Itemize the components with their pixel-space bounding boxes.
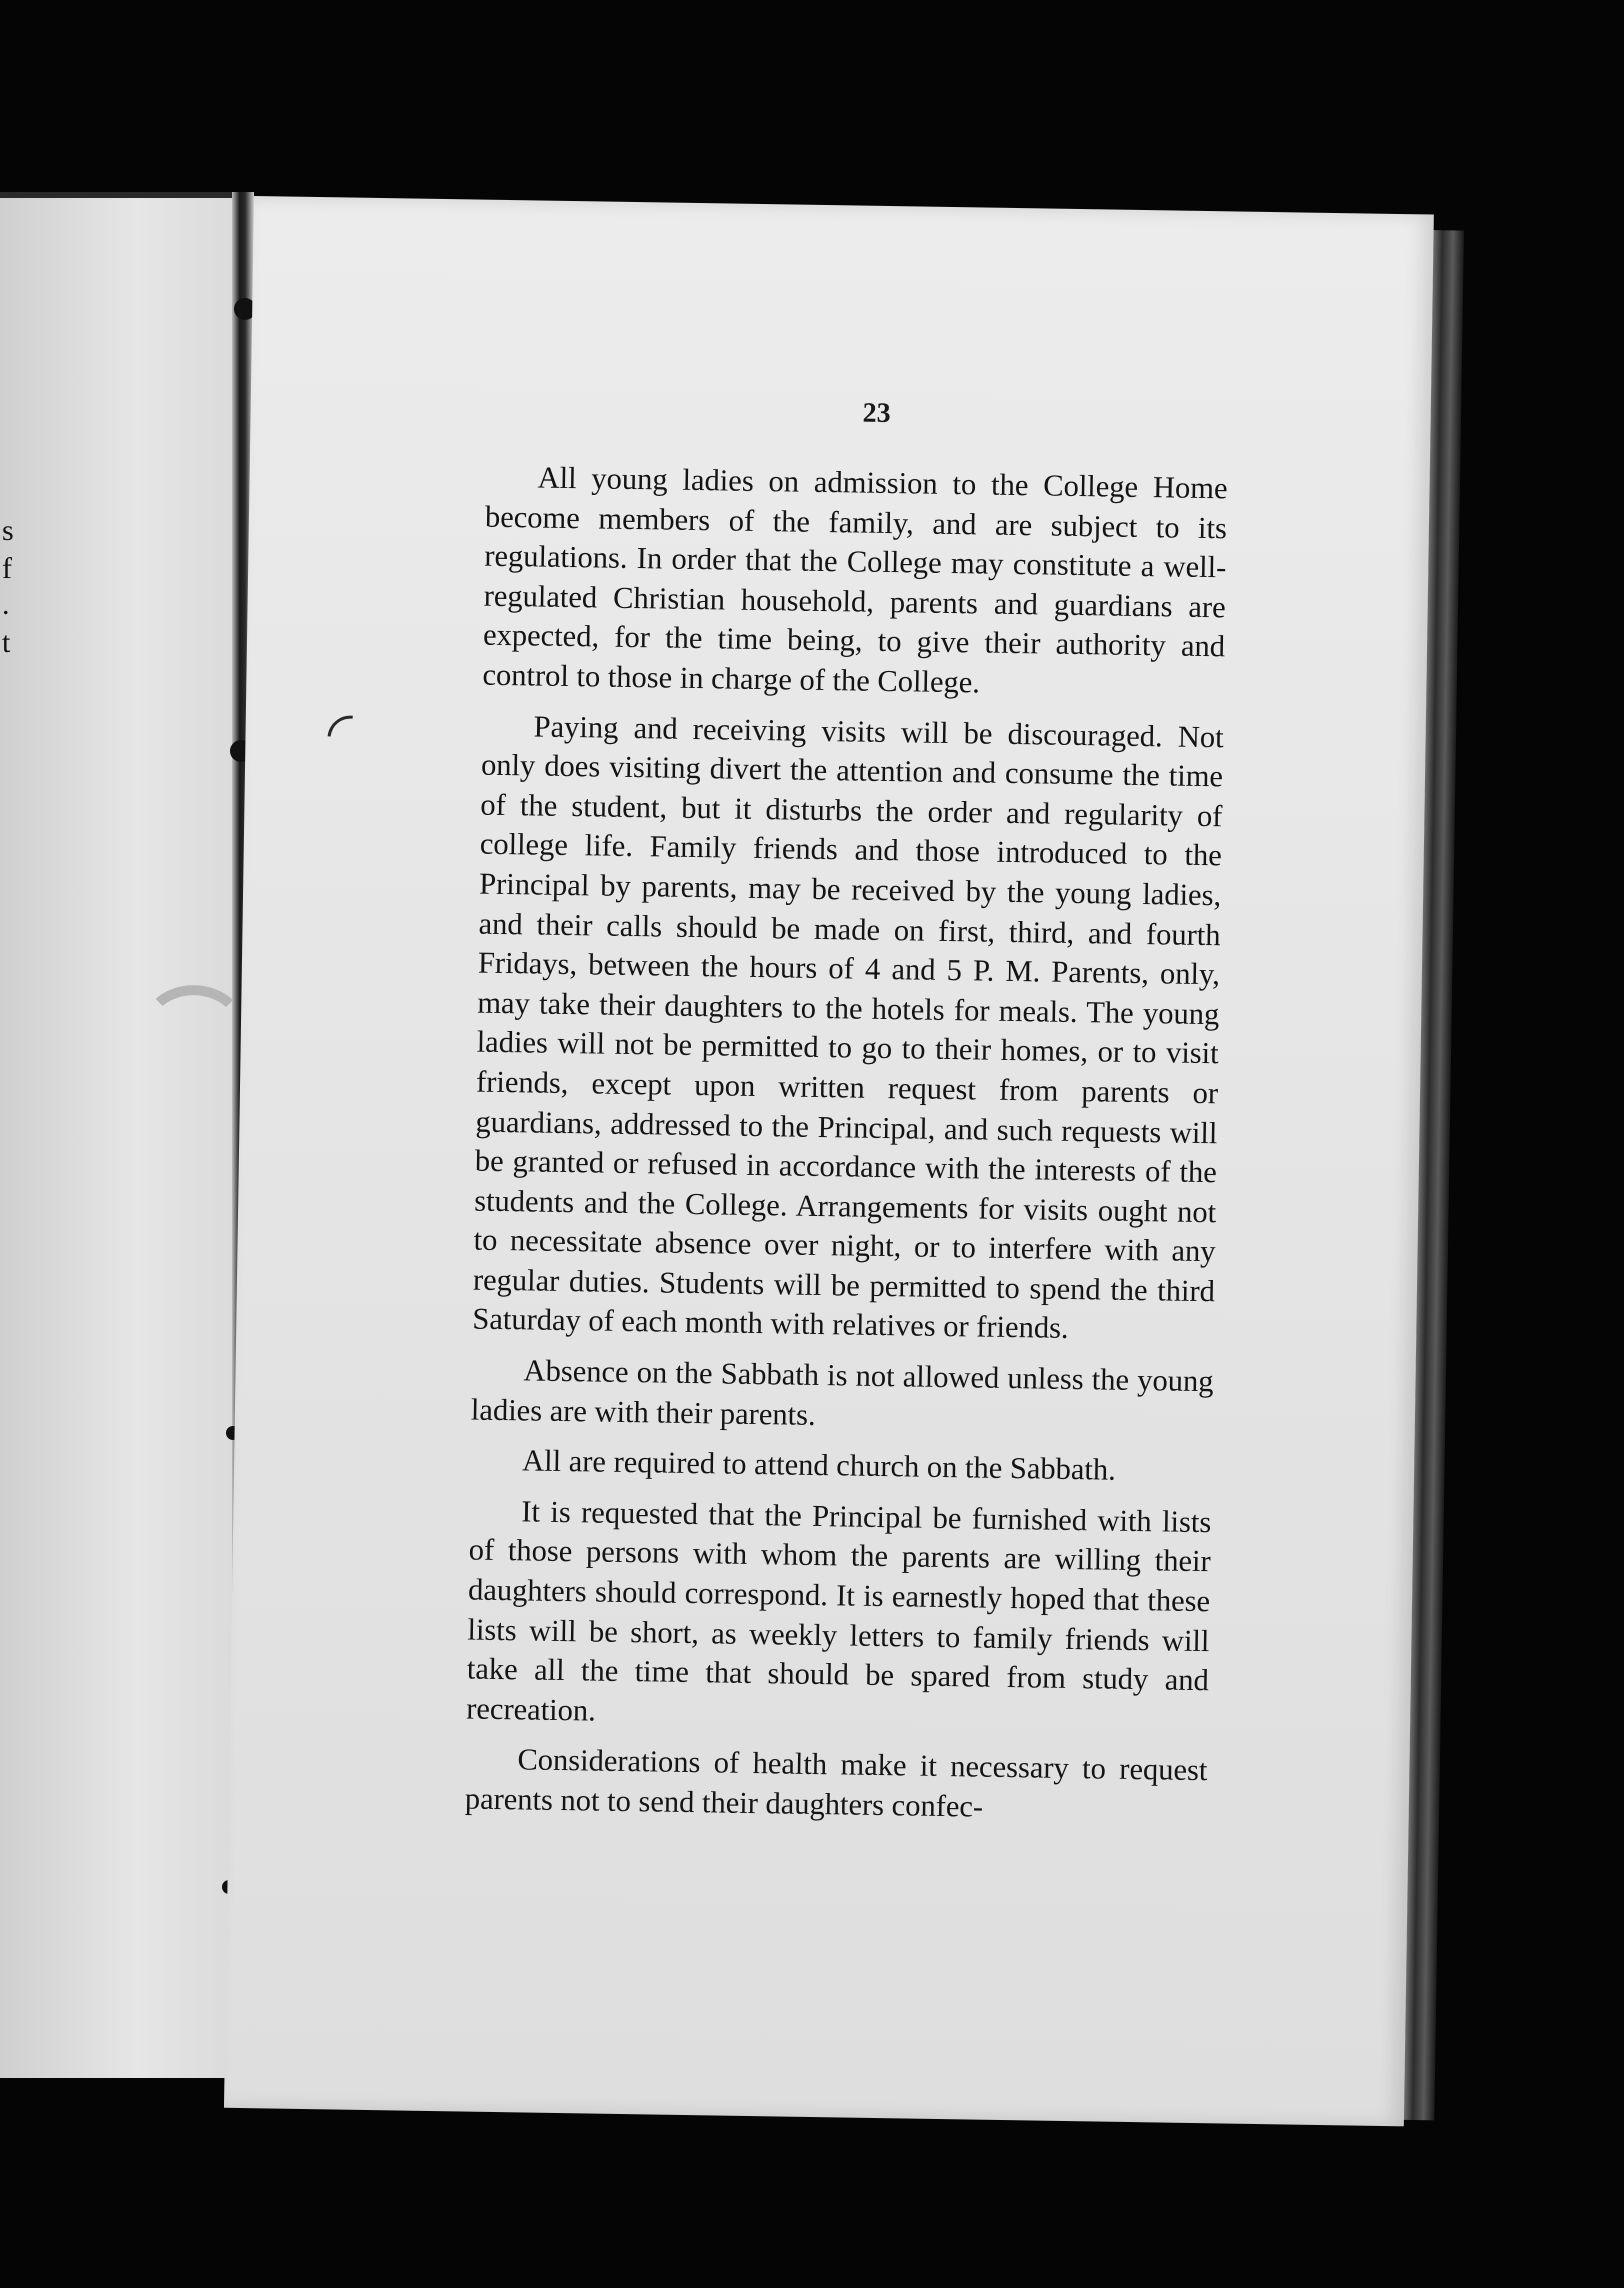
left-page [0,192,248,2078]
left-page-edge-glyph: f [2,552,12,585]
body-text [464,458,1227,1842]
left-page-edge-glyph: s [2,514,14,547]
page-number: 23 [862,397,891,430]
left-page-edge-glyph: . [2,588,10,621]
paragraph-college-home: All young ladies on admission to the College Home become members of the family, and are subject to its regulations. In order that the College may constitute a well-regulated Christian household, parents and guardians are expected, for the time being, to give their authority and control to those in charge of the College. [482,460,1228,700]
paragraph-health: Considerations of health make it necessary to request parents not to send their daughters confec- [464,1742,1208,1824]
paragraph-church: All are required to attend church on the Sabbath. [521,1443,1117,1487]
paragraph-visits: Paying and receiving visits will be discouraged. Not only does visiting divert the attention and consume the time of the student, but it disturbs the order and regularity of college life. Family friends and those introduced to the Principal by parents, may be received by the young ladies, and their calls should be made on first, third, and fourth Fridays, between the hours of 4 and 5 P. M. Parents, only, may take their daughters to the hotels for meals. The young ladies will not be permitted to go to their homes, or to visit friends, except upon written request from parents or guardians, addressed to the Principal, and such requests will be granted or refused in accordance with the interests of the students and the College. Arrangements for visits ought not to necessitate absence over night, or to interfere with any regular duties. Students will be permitted to spend the third Saturday of each month with relatives or friends. [472,709,1224,1346]
paragraph-sabbath-absence: Absence on the Sabbath is not allowed unless the young ladies are with their parents. [470,1353,1214,1432]
pencil-mark [318,706,383,771]
paragraph-correspondence: It is requested that the Principal be furnished with lists of those persons with whom the parents are willing their daughters should correspond. It is earnestly hoped that these lists will be short, as weekly letters to family friends will take all the time that should be spared from study and recreation. [466,1494,1212,1728]
left-page-edge-glyph: t [2,626,11,659]
right-page [224,196,1434,2126]
